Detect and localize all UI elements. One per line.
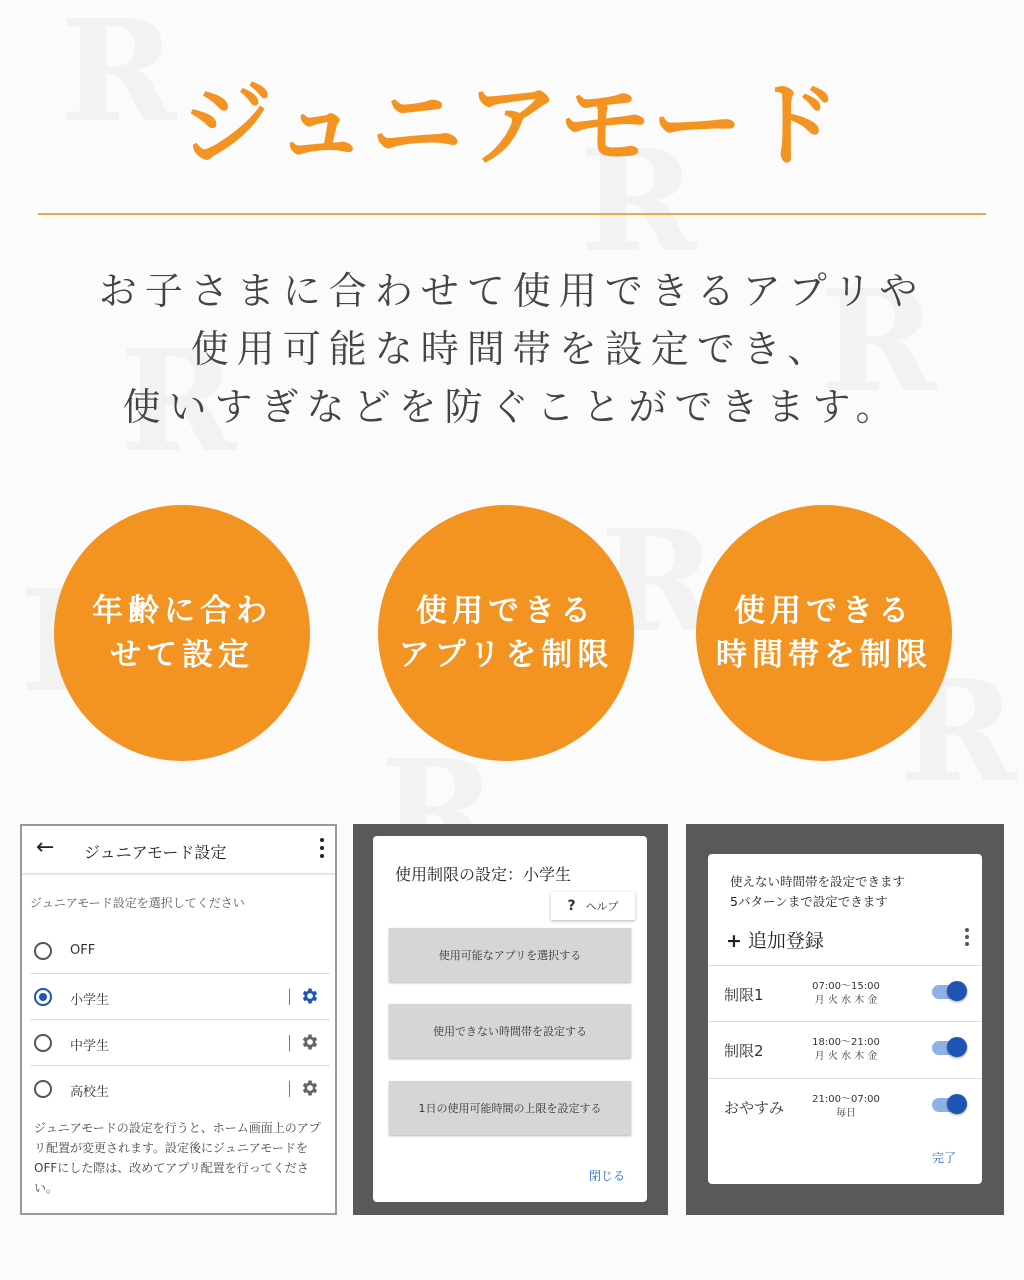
rule-schedule [812,980,880,1008]
junior-mode-settings-screen [20,824,337,1215]
kebab-menu-icon[interactable] [964,928,970,946]
done-button[interactable]: 完了 [931,1151,956,1165]
rule-schedule [812,1093,880,1121]
feature-line: せて設定 [110,637,254,673]
gear-icon[interactable] [300,1078,320,1098]
blocked-hours-screen [686,824,1004,1215]
rule-days: 月 火 水 木 金 [814,995,878,1006]
feature-circle-age [54,505,310,761]
mode-option-elementary[interactable] [30,974,330,1020]
rule-row[interactable] [708,1021,982,1077]
feature-circle-time [696,505,952,761]
plus-icon: + [726,930,742,952]
lead-line: 使いすぎなどを防ぐことができます。 [122,385,902,429]
rule-toggle[interactable] [932,1098,962,1112]
rule-days: 月 火 水 木 金 [814,1051,878,1062]
divider [289,1081,290,1097]
select-apps-button[interactable]: 使用可能なアプリを選択する [389,928,631,982]
feature-line: 使用できる [734,593,914,629]
settings-note: ジュニアモードの設定を行うと、ホーム画面上のアプリ配置が変更されます。設定後にジュニアモードをOFFにした際は、改めてアプリ配置を行ってください。 [34,1121,321,1195]
dialog-title: 使用制限の設定：小学生 [395,865,572,884]
rule-time: 18:00～21:00 [812,1037,880,1048]
help-icon: ? [567,898,576,914]
help-button[interactable] [551,892,635,920]
radio-button[interactable] [34,1080,52,1098]
usage-limit-dialog [373,836,647,1202]
rule-time: 21:00～07:00 [812,1094,880,1105]
radio-button-selected[interactable] [34,988,52,1006]
gear-icon[interactable] [300,1032,320,1052]
blocked-hours-dialog [708,854,982,1184]
set-blocked-hours-button[interactable]: 使用できない時間帯を設定する [389,1004,631,1058]
feature-line: 使用できる [415,593,596,629]
add-label: 追加登録 [747,930,824,952]
close-button[interactable]: 閉じる [588,1169,625,1183]
select-prompt: ジュニアモード設定を選択してください [30,896,245,910]
dialog-description [730,872,905,912]
gear-icon[interactable] [300,986,320,1006]
rule-name: 制限2 [724,1042,764,1060]
feature-line: 時間帯を制限 [716,637,932,673]
description-line: 5パターンまで設定できます [730,894,888,909]
screen-title: ジュニアモード設定 [84,843,227,862]
app-bar [22,826,335,874]
lead-text [0,262,1024,436]
option-label: 小学生 [70,993,110,1008]
feature-line: アプリを制限 [398,637,614,673]
kebab-menu-icon[interactable] [319,838,325,858]
mode-option-junior-high[interactable] [30,1020,330,1066]
page-title: ジュニアモード [180,72,844,179]
rule-row[interactable] [708,1078,982,1134]
lead-line: 使用可能な時間帯を設定でき、 [190,327,834,371]
option-label: OFF [70,943,96,958]
rule-toggle[interactable] [932,985,962,999]
rule-schedule [812,1036,880,1064]
add-rule-button[interactable] [726,926,824,953]
description-line: 使えない時間帯を設定できます [730,874,906,889]
feature-circle-apps [378,505,634,761]
title-divider [38,213,986,215]
mode-option-off[interactable] [30,928,330,974]
back-arrow-icon[interactable]: ← [36,835,55,860]
rule-toggle[interactable] [932,1041,962,1055]
radio-button[interactable] [34,942,52,960]
divider [289,1035,290,1051]
divider [289,989,290,1005]
usage-limit-screen [353,824,668,1215]
rule-name: おやすみ [724,1099,785,1117]
rule-days: 毎日 [836,1108,856,1119]
lead-line: お子さまに合わせて使用できるアプリや [98,269,926,313]
radio-button[interactable] [34,1034,52,1052]
rule-time: 07:00～15:00 [812,981,880,992]
mode-option-high-school[interactable] [30,1066,330,1112]
rule-name: 制限1 [724,986,764,1004]
help-label: ヘルプ [585,900,619,913]
option-label: 中学生 [70,1039,110,1054]
set-daily-limit-button[interactable]: 1日の使用可能時間の上限を設定する [389,1081,631,1135]
feature-line: 年齢に合わ [92,593,272,629]
rule-row[interactable] [708,965,982,1021]
option-label: 高校生 [70,1085,110,1100]
